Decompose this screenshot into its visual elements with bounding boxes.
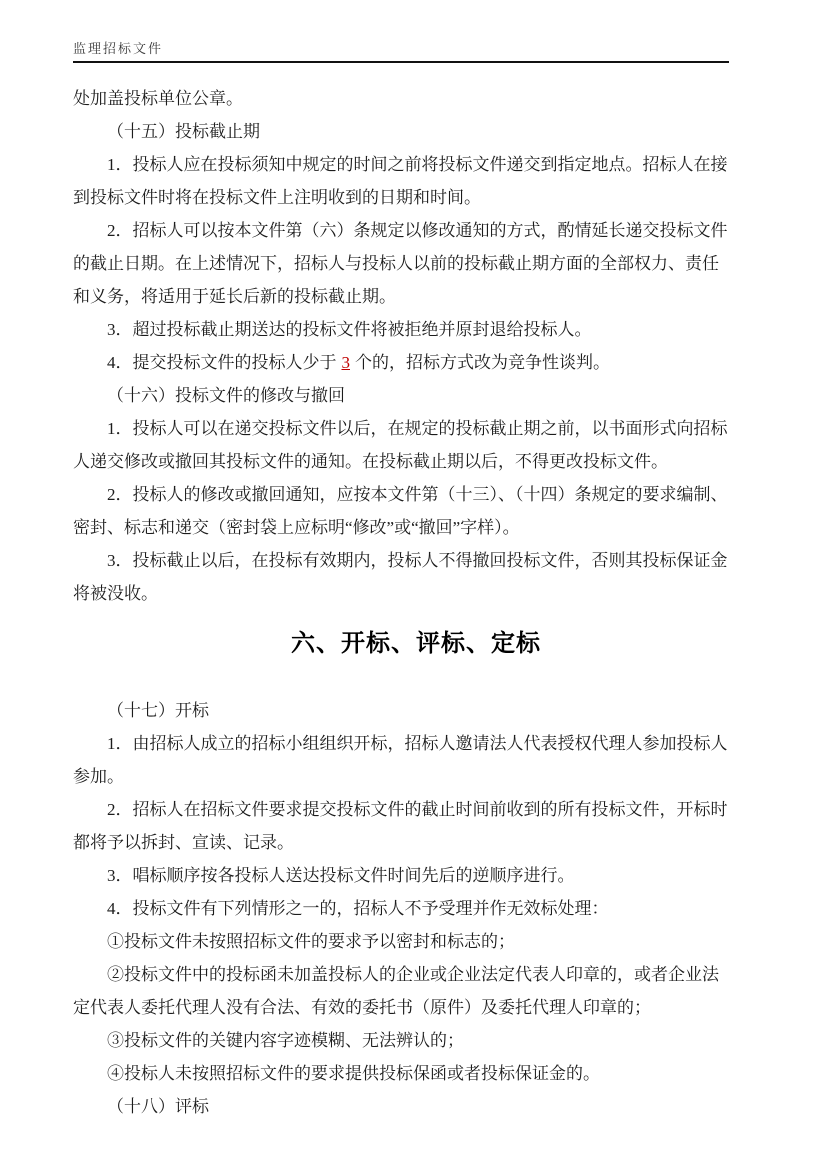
text-line: 3．投标截止以后，在投标有效期内，投标人不得撤回投标文件，否则其投标保证金 [107,551,728,570]
text-segment: 4．提交投标文件的投标人少于 [107,353,337,372]
text-line: 3．超过投标截止期送达的投标文件将被拒绝并原封退给投标人。 [107,320,592,339]
page-header-title: 监理招标文件 [73,41,164,56]
text-line: 2．招标人在招标文件要求提交投标文件的截止时间前收到的所有投标文件，开标时 [107,800,728,819]
text-line: 1．投标人应在投标须知中规定的时间之前将投标文件递交到指定地点。招标人在接 [107,155,728,174]
section-heading: 六、开标、评标、定标 [291,630,541,657]
text-line: 3．唱标顺序按各投标人送达投标文件时间先后的逆顺序进行。 [107,866,575,885]
text-line: 将被没收。 [73,584,158,603]
text-line: 和义务，将适用于延长后新的投标截止期。 [73,287,396,306]
text-line: （十五）投标截止期 [107,122,260,141]
text-line: 2．招标人可以按本文件第（六）条规定以修改通知的方式，酌情延长递交投标文件 [107,221,728,240]
highlighted-number: 3 [341,353,350,372]
text-line: （十八）评标 [107,1097,209,1116]
text-line: 1．由招标人成立的招标小组组织开标，招标人邀请法人代表授权代理人参加投标人 [107,734,728,753]
text-line: 4．投标文件有下列情形之一的，招标人不予受理并作无效标处理： [107,899,609,918]
text-line: 2．投标人的修改或撤回通知，应按本文件第（十三）、（十四）条规定的要求编制、 [107,485,728,504]
text-line: （十六）投标文件的修改与撤回 [107,386,345,405]
text-line: 定代表人委托代理人没有合法、有效的委托书（原件）及委托代理人印章的； [73,998,651,1017]
text-line: 处加盖投标单位公章。 [73,89,243,108]
text-line: 1．投标人可以在递交投标文件以后，在规定的投标截止期之前，以书面形式向招标 [107,419,728,438]
text-line: ④投标人未按照招标文件的要求提供投标保函或者投标保证金的。 [107,1064,600,1083]
text-segment: 个的，招标方式改为竞争性谈判。 [355,353,610,372]
text-line: 参加。 [73,767,124,786]
text-line: ②投标文件中的投标函未加盖投标人的企业或企业法定代表人印章的，或者企业法 [107,965,719,984]
text-line: ③投标文件的关键内容字迹模糊、无法辨认的； [107,1031,464,1050]
text-line: 都将予以拆封、宣读、记录。 [73,833,294,852]
text-line-with-highlight [73,346,759,379]
page-header [73,38,729,63]
text-line: （十七）开标 [107,701,209,720]
document-body [73,82,759,1123]
text-line: 到投标文件时将在投标文件上注明收到的日期和时间。 [73,188,481,207]
text-line: 人递交修改或撤回其投标文件的通知。在投标截止期以后，不得更改投标文件。 [73,452,668,471]
text-line: 密封、标志和递交（密封袋上应标明“修改”或“撤回”字样）。 [73,518,520,537]
text-line: 的截止日期。在上述情况下，招标人与投标人以前的投标截止期方面的全部权力、责任 [73,254,719,273]
text-line: ①投标文件未按照招标文件的要求予以密封和标志的； [107,932,515,951]
